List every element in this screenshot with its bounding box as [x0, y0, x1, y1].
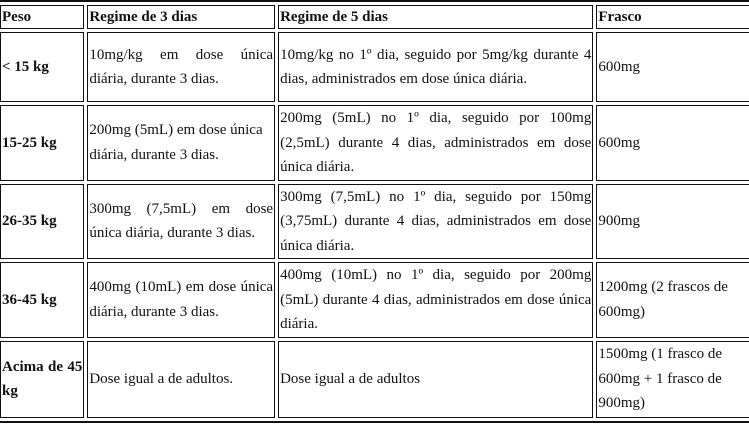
- table-row: [0, 262, 749, 338]
- regime-3-cell: 10mg/kg em dose única diária, durante 3 dias.: [87, 32, 275, 102]
- regime-5-cell: Dose igual a de adultos: [278, 341, 593, 418]
- regime-5-cell: 200mg (5mL) no 1º dia, seguido por 100mg (2,5mL) durante 4 dias, administrados em dose única diária.: [278, 105, 593, 181]
- header-regime-5-dias: Regime de 5 dias: [278, 5, 593, 29]
- table-row: [0, 341, 749, 418]
- header-frasco: Frasco: [596, 5, 749, 29]
- header-regime-3-dias: Regime de 3 dias: [87, 5, 275, 29]
- table-row: [0, 32, 749, 102]
- regime-3-cell: 400mg (10mL) em dose única diária, durante 3 dias.: [87, 262, 275, 338]
- weight-cell: 36-45 kg: [0, 262, 84, 338]
- regime-3-cell: 200mg (5mL) em dose única diária, durante 3 dias.: [87, 105, 275, 181]
- header-peso: Peso: [0, 5, 84, 29]
- regime-5-cell: 10mg/kg no 1º dia, seguido por 5mg/kg durante 4 dias, administrados em dose única diária.: [278, 32, 593, 102]
- weight-cell: 26-35 kg: [0, 184, 84, 260]
- weight-cell: Acima de 45 kg: [0, 341, 84, 418]
- frasco-cell: 600mg: [596, 105, 749, 181]
- regime-5-cell: 400mg (10mL) no 1º dia, seguido por 200mg (5mL) durante 4 dias, administrados em dose única diária.: [278, 262, 593, 338]
- header-row: [0, 5, 749, 29]
- frasco-cell: 1500mg (1 frasco de 600mg + 1 frasco de 900mg): [596, 341, 749, 418]
- regime-3-cell: Dose igual a de adultos.: [87, 341, 275, 418]
- regime-5-cell: 300mg (7,5mL) no 1º dia, seguido por 150mg (3,75mL) durante 4 dias, administrados em dose única diária.: [278, 184, 593, 260]
- frasco-cell: 900mg: [596, 184, 749, 260]
- weight-cell: < 15 kg: [0, 32, 84, 102]
- frasco-cell: 1200mg (2 frascos de 600mg): [596, 262, 749, 338]
- table-row: [0, 105, 749, 181]
- table-row: [0, 184, 749, 260]
- regime-3-cell: 300mg (7,5mL) em dose única diária, durante 3 dias.: [87, 184, 275, 260]
- frasco-cell: 600mg: [596, 32, 749, 102]
- weight-cell: 15-25 kg: [0, 105, 84, 181]
